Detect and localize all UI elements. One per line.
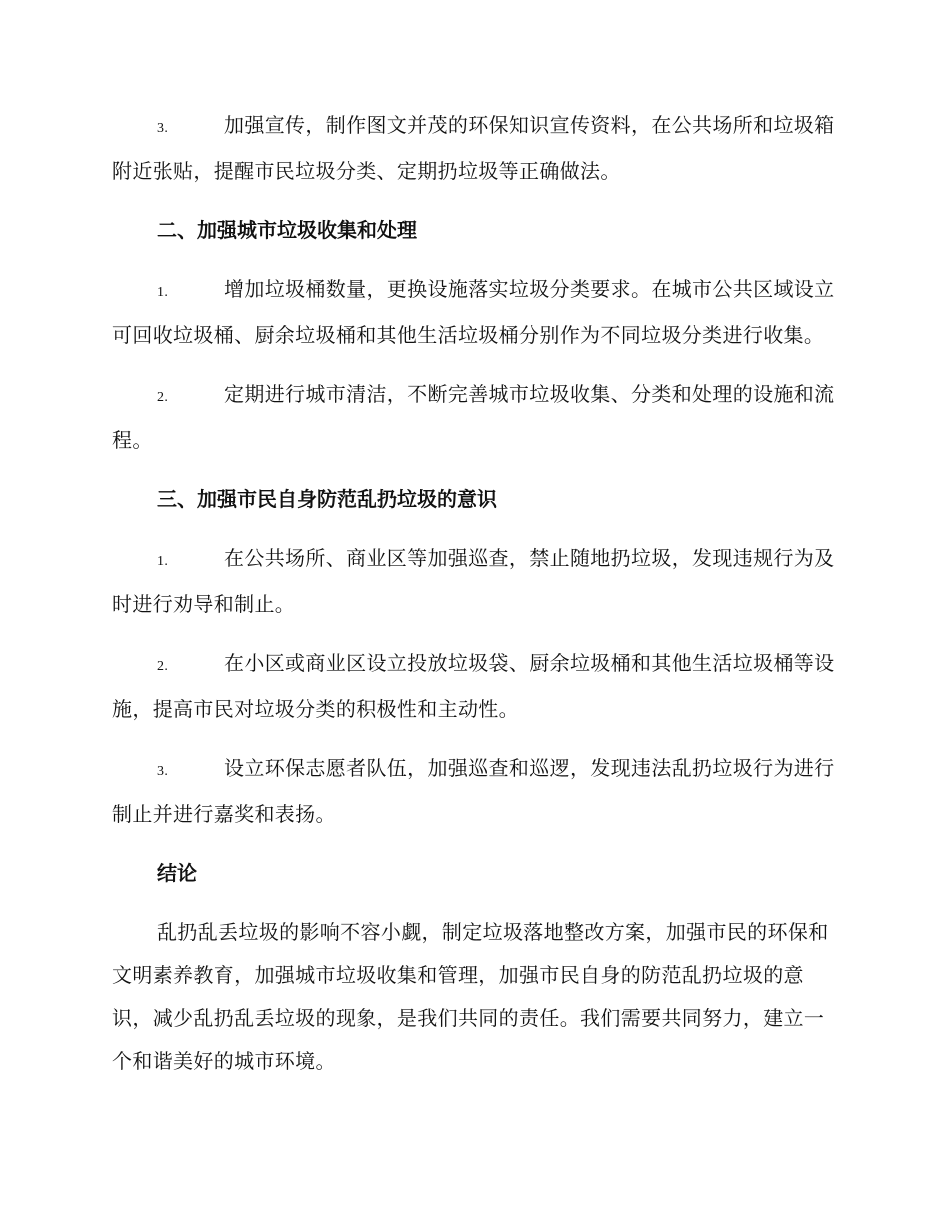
list-number: 2. xyxy=(157,659,169,674)
section-heading: 三、加强市民自身防范乱扔垃圾的意识 xyxy=(157,487,497,511)
list-item xyxy=(112,104,837,193)
section-heading: 二、加强城市垃圾收集和处理 xyxy=(157,218,417,242)
list-number: 3. xyxy=(157,121,169,136)
list-text: 增加垃圾桶数量，更换设施落实垃圾分类要求。在城市公共区域设立可回收垃圾桶、厨余垃圾桶和其他生活垃圾桶分别作为不同垃圾分类进行收集。 xyxy=(112,277,835,347)
list-text: 在小区或商业区设立投放垃圾袋、厨余垃圾桶和其他生活垃圾桶等设施，提高市民对垃圾分类的积极性和主动性。 xyxy=(112,651,835,721)
conclusion-heading: 结论 xyxy=(157,861,197,885)
document-body xyxy=(112,104,837,1099)
list-number: 2. xyxy=(157,390,169,405)
list-item xyxy=(112,747,837,836)
list-item xyxy=(112,268,837,357)
list-number: 1. xyxy=(157,554,169,569)
list-item xyxy=(112,373,837,462)
list-text: 加强宣传，制作图文并茂的环保知识宣传资料，在公共场所和垃圾箱附近张贴，提醒市民垃圾分类、定期扔垃圾等正确做法。 xyxy=(112,113,835,183)
list-number: 3. xyxy=(157,764,169,779)
list-item xyxy=(112,537,837,626)
list-text: 在公共场所、商业区等加强巡查，禁止随地扔垃圾，发现违规行为及时进行劝导和制止。 xyxy=(112,546,835,616)
list-text: 设立环保志愿者队伍，加强巡查和巡逻，发现违法乱扔垃圾行为进行制止并进行嘉奖和表扬。 xyxy=(112,756,835,826)
paragraph-text: 乱扔乱丢垃圾的影响不容小觑，制定垃圾落地整改方案，加强市民的环保和文明素养教育，加强城市垃圾收集和管理，加强市民自身的防范乱扔垃圾的意识，减少乱扔乱丢垃圾的现象，是我们共同的责任。我们需要共同努力，建立一个和谐美好的城市环境。 xyxy=(112,920,829,1073)
list-text: 定期进行城市清洁，不断完善城市垃圾收集、分类和处理的设施和流程。 xyxy=(112,382,835,452)
list-item xyxy=(112,642,837,731)
list-number: 1. xyxy=(157,285,169,300)
conclusion-paragraph xyxy=(112,911,837,1083)
